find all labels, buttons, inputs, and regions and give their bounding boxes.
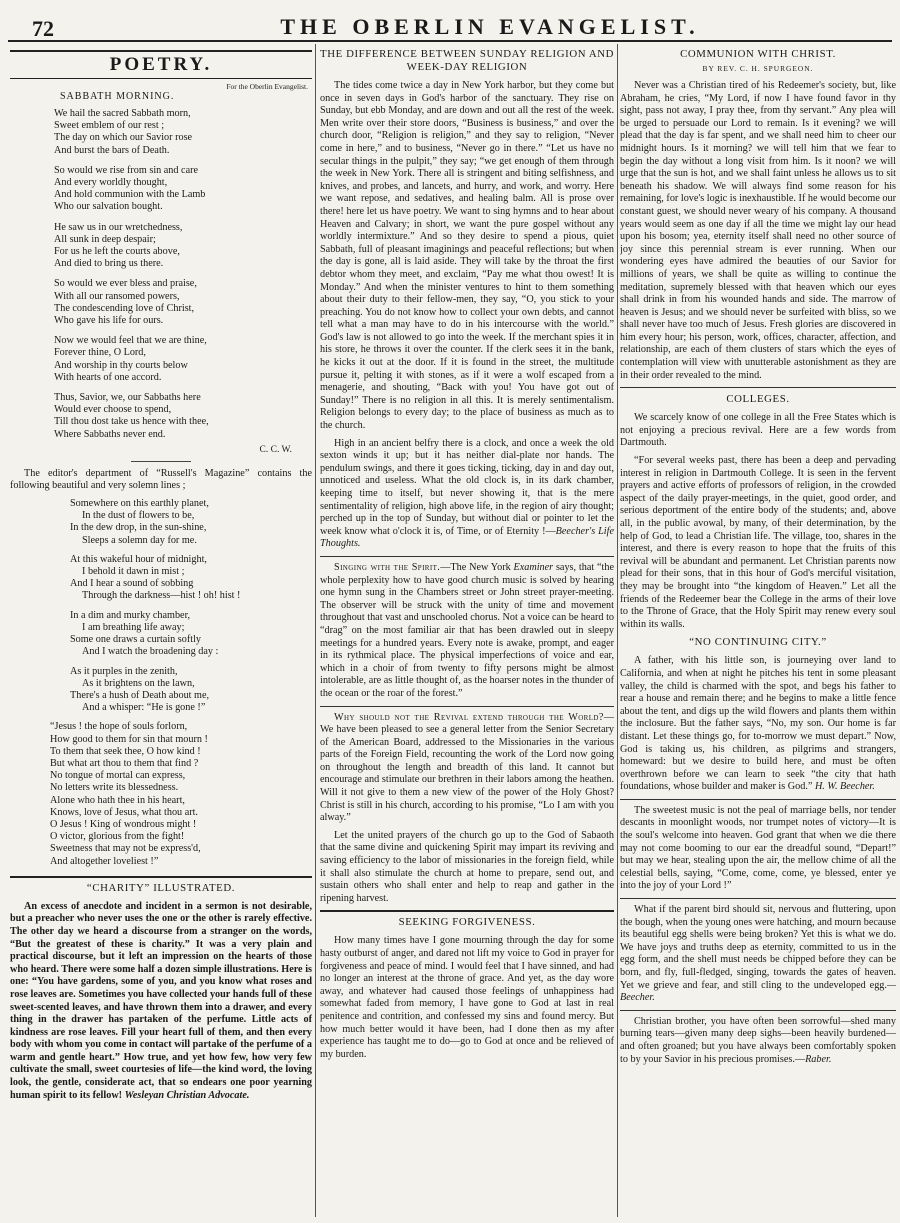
charity-text: An excess of anecdote and incident in a sermon is not desirable, but a preacher who never uses the one or the other is rarely effective. The other day we heard a discourse from a stranger on the words, “But the greatest of these is charity.” It was a very plain and practical discourse, but it left an impression on the hearts of those who heard. There were some half a dozen simple illustrations. Here is one: “You have gardens, some of you, and you know what roses and rose leaves are. Sometimes you have collected your hands full of these sweet-scented leaves, and have thrown them into a drawer, and every thing in the drawer has partaken of the perfume. Little acts of kindness are rose leaves. Fill your heart full of them, and then every body with whom you come in contact will partake of the perfume of a warm and gentle heart.” How true, and yet how few, how very few cultivate the small, sweet courtesies of life—the kind word, the loving look, the gentle, considerate act, that so endears one poor yearning human spirit to its fellow! — [10, 900, 312, 1101]
russell-stanza — [70, 554, 312, 603]
singing-source: Examiner — [513, 561, 554, 573]
column-3 — [620, 46, 896, 1217]
brother-paragraph — [620, 1016, 896, 1066]
poem-line: In the dust of flowers to be, — [82, 510, 195, 522]
poem-line: There's a hush of Death about me, — [70, 689, 210, 701]
poem-line: But what art thou to them that find ? — [50, 757, 199, 769]
poem-title: SABBATH MORNING. — [60, 91, 175, 102]
divider — [10, 876, 312, 878]
page-number: 72 — [32, 16, 54, 41]
poem-stanza — [54, 165, 312, 214]
brother-attribution: Raber. — [805, 1053, 832, 1065]
poem-line: So would we rise from sin and care — [54, 164, 199, 176]
charity-title: “CHARITY” ILLUSTRATED. — [86, 881, 236, 894]
singing-lead: Singing with the Spirit. — [334, 561, 441, 573]
poem-line: And died to bring us there. — [54, 258, 164, 270]
colleges-body: “For several weeks past, there has been a deep and pervading interest in religion in Dartmouth College. It is seen in the fervent prayers and active efforts of professors of religion, in the crowded aspect of the daily prayer-meetings, in the quiet, good order, and serious deportment of the entire body of the students; and, above all, in the public avowal, by many, of their determination, by the help of God, to lead a Christian life. The village, too, shares in the interest, and there is every reason to hope that the fruits of this revival will be abundant and permanent. Let Christian parents now plead for their sons, that in this hour of God's merciful visitation, they may be brought into “the kingdom of Heaven.” Let all the friends of the Redeemer bear the College in the arms of their love to the Throne of Grace, that the Holy Spirit may renew every soul within its walls. — [620, 455, 896, 630]
poem-line: Knows, love of Jesus, what thou art. — [50, 806, 198, 818]
poem-line: With all our ransomed powers, — [54, 290, 180, 302]
poem-line: Sweetness that may not be express'd, — [50, 843, 201, 855]
poem-line: And hold communion with the Lamb — [54, 189, 206, 201]
divider — [620, 387, 896, 388]
poem-line: Thus, Savior, we, our Sabbaths here — [54, 392, 201, 404]
continuing-body: A father, with his little son, is journeying over land to California, and when at night he pitches his tent in some pleasant valley, the child is charmed with the spot, and begs his father to rear a house and remain there; and he begins to make a little fence about the tent, and digs up the wild flowers and plants them within the inclosure. But the father says, “No, my son. Our home is far distant. Let these things go, for to-morrow we must depart.” Now, God is taking us, his children, as pilgrims and strangers, homeward: but we desire to build here, and must be often overthrown before we can learn to seek “the city that hath foundations, whose builder and maker is God.” — [620, 655, 896, 793]
continuing-attribution: H. W. Beecher. — [814, 781, 875, 793]
colleges-title: COLLEGES. — [726, 393, 790, 406]
poem-line: How good to them for sin that mourn ! — [50, 733, 208, 745]
poem-line: The condescending love of Christ, — [54, 302, 195, 314]
revival-body: —We have been pleased to see a general letter from the Senior Secretary of the American Board, addressed to the Missionaries in the various parts of the Foreign Field, recounting the work of the Lord now going on throughout the length and breadth of this land. It cannot but encourage and stimulate our brethren in their labors among the heathen. Will it not give to them a new view of the power of the Holy Ghost? Christ is still in his church, according to his promise, “Lo I am with you alway.” — [320, 711, 614, 824]
poem-line: Forever thine, O Lord, — [54, 347, 146, 359]
poem-line: O Jesus ! King of wondrous might ! — [50, 818, 197, 830]
russell-stanza — [70, 498, 312, 547]
russell-stanza — [70, 666, 312, 715]
poem-line: And I watch the broadening day : — [82, 646, 219, 658]
russell-stanza — [70, 610, 312, 659]
poem-line: And every worldly thought, — [54, 177, 168, 189]
charity-body — [10, 901, 312, 1103]
poem-line: We hail the sacred Sabbath morn, — [54, 108, 191, 119]
revival-paragraph-2: Let the united prayers of the church go up to the God of Sabaoth that the same divine and quickening Spirit may impart its reviving and saving efficiency to the labor of missionaries in the foreign field, while it shall also stimulate the church at home to prepare, send out, and sustain others who shall enter and help to reap and gather in the ripening harvest. — [320, 829, 614, 904]
poem-line: He saw us in our wretchedness, — [54, 221, 183, 233]
poem-line: “Jesus ! the hope of souls forlorn, — [50, 721, 188, 733]
communion-title: COMMUNION WITH CHRIST. — [680, 48, 836, 60]
poem-line: And a whisper: “He is gone !” — [82, 702, 206, 714]
russell-intro: The editor's department of “Russell's Magazine” contains the following beautiful and very solemn lines ; — [10, 467, 312, 492]
poem-signature: C. C. W. — [259, 444, 292, 455]
poem-line: Now we would feel that we are thine, — [54, 335, 207, 347]
poem-line: Sleeps a solemn day for me. — [82, 534, 197, 546]
masthead — [0, 8, 900, 44]
poem-line: Who our salvation bought. — [54, 201, 163, 213]
difference-paragraph: The tides come twice a day in New York harbor, but they come but once in seven days in God's harbor of the sanctuary. They rise on Sunday, but ebb Monday, and are down and out all the rest of the week. Men write over their store doors, “Business is business,” and over the church door, “Religion is religion,” and they say to religion, “Never come in here,” and to business, “Never go in there.” “Let us have no secular things in the pulpit,” they say; “we get enough of them through the week in New York. There all is stringent and biting selfishness, and knives, and probes, and lancets, and hurry, and work, and worry. Here we want repose, and sedatives, and healing balm. All is prose over there! here let us have poetry. We want to sing hymns and to hear about Heaven and Calvary; in short, we want the pure gospel without any worldly intermixture.” And so they desire to spend a pious, quiet Sabbath, full of pleasant imaginings and peaceful reflections; but when the day is gone, all is laid aside. They will take by the throat the first debtor whom they meet, and exclaim, “Pay me what thou owest! It is Monday.” And when the minister ventures to hint to them something about their duty to their fellow-men, they say, “O, you stick to your preaching. You do not know how to collect your own debts, and cannot tell what a man may have to do in his intercourse with the world.” God's law is not allowed to go into the week. If the merchant spies it in his store, he throws it over the counter. If the clerk sees it in the bank, he kicks it out at the door. If it is found in the street, the multitude pursue it, pelting it with stones, as if it were a wolf escaped from a menagerie, and shouting, “Back with you! You have got out of Sunday!” There is no religion in all this. It is merely sentimentalism. Religion belongs to every day; to the place of business as much as to the church. — [320, 80, 614, 432]
poem-line: And worship in thy courts below — [54, 359, 188, 371]
singing-prefix: —The New York — [440, 561, 514, 573]
column-divider-1 — [315, 44, 316, 1217]
hymn-stanza — [50, 721, 312, 867]
poem-line: For us he left the courts above, — [54, 246, 180, 258]
poetry-heading: POETRY. — [10, 50, 312, 79]
poem-credit: For the Oberlin Evangelist. — [226, 82, 308, 91]
bird-paragraph — [620, 904, 896, 1005]
singing-paragraph — [320, 562, 614, 701]
poem-line: In a dim and murky chamber, — [70, 609, 191, 621]
poem-line: As it brightens on the lawn, — [82, 677, 195, 689]
column-1 — [10, 46, 312, 1217]
poem-stanza — [54, 392, 312, 441]
poem-line: So would we ever bless and praise, — [54, 278, 197, 290]
divider — [620, 1010, 896, 1011]
continuing-title: “NO CONTINUING CITY.” — [689, 636, 827, 649]
poem-line: To them that seek thee, O how kind ! — [50, 745, 201, 757]
divider — [620, 898, 896, 899]
poem-line: As it purples in the zenith, — [70, 665, 178, 677]
singing-body: says, that “the whole perplexity how to have good church music is solved by hearing one hymn sung in the Chambers street or John street prayer-meeting. The observer will be struck with the unity of time and movement throughout that vast and unschooled chorus. Not a voice can be heard to “drag” on the most familiar air that has been drawled out in sleepy meetings for a hundred years. Every note is awake, prompt, and eager in its rythmical place. The physical imperfections of voice and ear, which in a choir of from twenty to fifty persons might be almost intolerable, are as little thought of, as the hoarser notes in the thunder of the ocean or the roar of the forest.” — [320, 561, 614, 699]
difference-text: High in an ancient belfry there is a clock, and once a week the old sexton winds it up; but it has neither dial-plate nor hands. The pendulum swings, and there it goes ticking, ticking, day in and day out, unnoticed and useless. What the old clock is, in its dark chamber, keeping time to itself, but never showing it, that is the mere sentimentality of religion, high above life, in the region of airy thought; perched up in the top of Sunday, but without dial or pointer to let the week know what o'clock it is, of Time, or of Eternity !— — [320, 437, 614, 537]
poem-line: Till thou dost take us hence with thee, — [54, 416, 209, 428]
seeking-title: SEEKING FORGIVENESS. — [320, 910, 614, 929]
poem-line: Sweet emblem of our rest ; — [54, 120, 165, 132]
continuing-paragraph — [620, 655, 896, 794]
poem-line: Some one draws a curtain softly — [70, 634, 201, 646]
masthead-rule — [8, 40, 892, 42]
poem-line: O victor, glorious from the fight! — [50, 831, 185, 843]
poem-line: With hearts of one accord. — [54, 371, 162, 383]
poem-line: And I hear a sound of sobbing — [70, 578, 194, 590]
divider — [320, 556, 614, 557]
poem-line: I am breathing life away; — [82, 621, 185, 633]
colleges-intro: We scarcely know of one college in all the Free States which is not enjoying a precious revival. Here are a few words from Dartmouth. — [620, 412, 896, 449]
divider — [131, 461, 191, 462]
poem-stanza — [54, 222, 312, 271]
revival-lead: Why should not the Revival extend through the World? — [334, 711, 604, 723]
column-2 — [320, 46, 614, 1217]
poem-line: Somewhere on this earthly planet, — [70, 498, 209, 510]
seeking-body: How many times have I gone mourning through the day for some hasty outburst of anger, and dared not lift my voice to God in prayer for forgiveness and peace of mind. I would feel that I have sinned, and had no longer an interest at the throne of grace. And yet, as the day wore away, and whatever had caused those feelings of unhappiness had somewhat faded from memory, I have gone to God at last in real penitence and contrition, and confessed my sins and found mercy. But how much better would it have been, had I done then as my after experience has taught me to do—go to God at once and be relieved of my burden. — [320, 935, 614, 1060]
poem-line: Where Sabbaths never end. — [54, 428, 166, 440]
poem-stanza — [54, 335, 312, 384]
poem-line: The day on which our Savior rose — [54, 132, 193, 144]
poem-stanza — [54, 278, 312, 327]
poem-line: I behold it dawn in mist ; — [82, 566, 185, 578]
poem-line: Who gave his life for ours. — [54, 315, 164, 327]
difference-attribution: Beecher's Life Thoughts. — [320, 525, 614, 550]
revival-paragraph — [320, 712, 614, 825]
divider — [320, 706, 614, 707]
poem-line: And altogether loveliest !” — [50, 855, 159, 867]
poem-line: All sunk in deep despair; — [54, 233, 156, 245]
poem-line: Alone who hath thee in his heart, — [50, 794, 185, 806]
brother-body: Christian brother, you have often been sorrowful—shed many burning tears—given many deep sighs—been heavily burdened—and often groaned; but you have always been comfortably spoken to by your Savior in his precious promises.— — [620, 1015, 896, 1065]
poem-line: Would ever choose to spend, — [54, 404, 172, 416]
poem-stanza — [54, 108, 312, 157]
charity-attribution: Wesleyan Christian Advocate. — [124, 1089, 250, 1101]
poem-line: And burst the bars of Death. — [54, 144, 170, 156]
difference-paragraph-2 — [320, 438, 614, 551]
poem-line: No letters write its blessedness. — [50, 782, 179, 794]
divider — [620, 799, 896, 800]
bird-body: What if the parent bird should sit, nervous and fluttering, upon the bough, when the young ones were hatching, and mourn because its beautiful egg shells were being broken? Yet this is what we do. We have joys and truths deep as eternity, committed to us in the egg form, and the shell must needs be chipped before they can be born, and fly, full-fledged, singing, towards the gates of heaven. Yet we grieve and fear, and still cling to the undeveloped egg. — [620, 904, 896, 991]
poem-line: No tongue of mortal can express, — [50, 770, 186, 782]
newspaper-title: THE OBERLIN EVANGELIST. — [280, 14, 700, 39]
communion-body: Never was a Christian tired of his Redeemer's society, but, like Abraham, he cries, “My Lord, if now I have found favor in thy sight, pass not away, I pray thee, from thy servant.” Any plea will be urged to persuade our Lord to remain. Is it evening? we will plead that the day is far spent, and we shall need him to cheer our midnight hours. Is it morning? we will tell him that we fear to begin the day without a long visit from him. Is it noon? we will urge that the sun is hot, and we shall faint unless he allows us to sit beneath his shadow. We will always find some reason for his remaining, for love's logic is inexhaustible. If he would become our constant guest, we should never weary of his company. A thousand years would seem as one day if all the time we might lay our head upon his bosom; yea, eternity itself shall need no other source of joy since this perennial stream is ever running. When our wondering eyes have admired the beauties of our Savior for millions of years, we shall be quite as willing to continue the meditation, supremely blessed with that heaven which our eyes shall drink in from his wounded hands and side. The marrow of heaven is Jesus; and we should never be surfeited with bliss, so we shall never have too much of Jesus. Fresh glories are discovered in him every hour; his person, work, offices, character, affection, and relationship, are each of them clusters of stars which the eyes of contemplation will view with unutterable astonishment as they are in their order revealed to the mind. — [620, 80, 896, 381]
difference-title: THE DIFFERENCE BETWEEN SUNDAY RELIGION AND WEEK-DAY RELIGION — [320, 48, 614, 73]
music-body: The sweetest music is not the peal of marriage bells, nor tender descants in moonlight woods, nor trumpet notes of victory—It is the soul's welcome into heaven. God grant that when we die there may not come booming to our ear the dreadful sound, “Depart!” but may we hear, stealing upon the air, the mellow chime of all the celestial bells, saying, “Come, come, come, ye blessed, enter ye into the joy of your Lord !” — [620, 804, 896, 892]
bird-attribution: —Beecher. — [620, 979, 896, 1004]
poem-line: Through the darkness—hist ! oh! hist ! — [82, 590, 241, 602]
communion-byline: BY REV. C. H. SPURGEON. — [702, 64, 814, 73]
column-divider-2 — [617, 44, 618, 1217]
poem-line: At this wakeful hour of midnight, — [70, 553, 207, 565]
poem-line: In the dew drop, in the sun-shine, — [70, 522, 207, 534]
